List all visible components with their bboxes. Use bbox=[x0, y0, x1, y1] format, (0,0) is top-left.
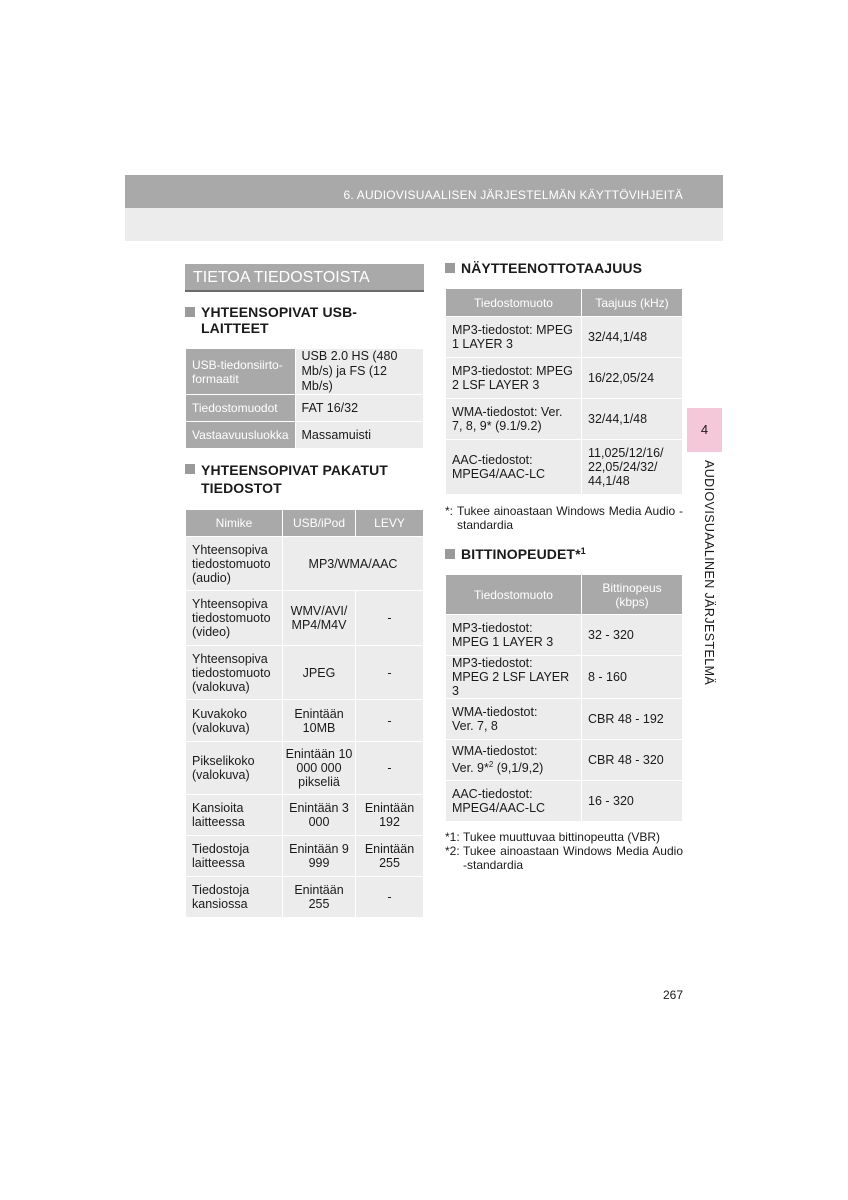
usb-heading bbox=[185, 304, 424, 336]
table-row bbox=[186, 395, 424, 422]
table-row bbox=[446, 440, 683, 495]
frequency-value: 32/44,1/48 bbox=[582, 317, 683, 358]
footnote-text: Tukee ainoastaan Windows Media Audio -standardia bbox=[457, 504, 683, 532]
footnote-text: Tukee ainoastaan Windows Media Audio -standardia bbox=[463, 844, 683, 872]
table-row bbox=[446, 781, 683, 822]
sampling-table bbox=[445, 288, 683, 495]
format-name: AAC-tiedostot: MPEG4/AAC-LC bbox=[446, 440, 582, 495]
format-line: MP3-tiedostot: bbox=[452, 656, 533, 670]
table-row bbox=[446, 656, 683, 699]
table-row bbox=[446, 399, 683, 440]
square-bullet-icon bbox=[185, 464, 195, 474]
footnote-mark: *: bbox=[445, 504, 454, 518]
format-line: MPEG 2 LSF LAYER 3 bbox=[452, 670, 570, 698]
usb-label: Tiedostomuodot bbox=[186, 395, 296, 422]
square-bullet-icon bbox=[445, 549, 455, 559]
footnote-mark: *2: bbox=[445, 844, 460, 858]
frequency-value: 11,025/12/16/ 22,05/24/32/ 44,1/48 bbox=[582, 440, 683, 495]
format-line: MP3-tiedostot: bbox=[452, 621, 533, 635]
table-row bbox=[186, 591, 424, 646]
item-disc-value: - bbox=[356, 877, 424, 918]
table-row bbox=[186, 646, 424, 700]
item-usb-value: Enintään 10MB bbox=[283, 700, 356, 742]
format-sup: 2 bbox=[488, 760, 494, 770]
table-row bbox=[446, 317, 683, 358]
format-name bbox=[446, 615, 582, 656]
usb-value: Massamuisti bbox=[295, 422, 423, 449]
item-name: Tiedostoja laitteessa bbox=[186, 836, 283, 877]
column-header: Tiedostomuoto bbox=[446, 289, 582, 317]
bitrate-heading-sup: 1 bbox=[580, 546, 586, 556]
item-name: Yhteensopiva tiedostomuoto (audio) bbox=[186, 537, 283, 591]
header-band bbox=[125, 208, 723, 241]
footnote bbox=[445, 844, 683, 872]
format-line: WMA-tiedostot: bbox=[452, 744, 538, 759]
item-disc-value: - bbox=[356, 742, 424, 795]
frequency-value: 16/22,05/24 bbox=[582, 358, 683, 399]
chapter-tab-number: 4 bbox=[700, 422, 709, 437]
item-disc-value: Enintään 192 bbox=[356, 795, 424, 836]
column-header: USB/iPod bbox=[283, 510, 356, 537]
square-bullet-icon bbox=[185, 307, 195, 317]
compressed-heading bbox=[185, 461, 424, 497]
item-name: Kansioita laitteessa bbox=[186, 795, 283, 836]
bitrate-table bbox=[445, 574, 683, 822]
table-row bbox=[446, 358, 683, 399]
format-name bbox=[446, 656, 582, 699]
table-header-row bbox=[446, 575, 683, 615]
column-header: LEVY bbox=[356, 510, 424, 537]
item-value-merged: MP3/WMA/AAC bbox=[283, 537, 424, 591]
item-disc-value: - bbox=[356, 591, 424, 646]
section-title: TIETOA TIEDOSTOISTA bbox=[185, 264, 424, 292]
item-usb-value: JPEG bbox=[283, 646, 356, 700]
item-disc-value: - bbox=[356, 646, 424, 700]
bitrate-value: 8 - 160 bbox=[582, 656, 683, 699]
bitrate-value: 32 - 320 bbox=[582, 615, 683, 656]
item-usb-value: Enintään 3 000 bbox=[283, 795, 356, 836]
bitrate-heading bbox=[445, 546, 683, 562]
chapter-header-bar bbox=[125, 175, 723, 208]
item-name: Kuvakoko (valokuva) bbox=[186, 700, 283, 742]
item-disc-value: - bbox=[356, 700, 424, 742]
column-header: Tiedostomuoto bbox=[446, 575, 582, 615]
table-header-row bbox=[446, 289, 683, 317]
column-header: Bittinopeus (kbps) bbox=[582, 575, 683, 615]
table-row bbox=[186, 877, 424, 918]
format-name: MP3-tiedostot: MPEG 2 LSF LAYER 3 bbox=[446, 358, 582, 399]
left-column bbox=[185, 264, 424, 918]
table-header-row bbox=[186, 510, 424, 537]
item-usb-value: WMV/AVI/ MP4/M4V bbox=[283, 591, 356, 646]
column-header: Taajuus (kHz) bbox=[582, 289, 683, 317]
footnote-text: Tukee muuttuvaa bittinopeutta (VBR) bbox=[463, 830, 660, 844]
table-row bbox=[186, 742, 424, 795]
format-line: Ver. 9* bbox=[452, 761, 489, 776]
item-name: Pikselikoko (valokuva) bbox=[186, 742, 283, 795]
sampling-heading bbox=[445, 260, 683, 276]
format-name: WMA-tiedostot: Ver. 7, 8, 9* (9.1/9.2) bbox=[446, 399, 582, 440]
usb-value: USB 2.0 HS (480 Mb/s) ja FS (12 Mb/s) bbox=[295, 349, 423, 395]
table-row bbox=[186, 836, 424, 877]
item-usb-value: Enintään 10 000 000 pikseliä bbox=[283, 742, 356, 795]
format-name bbox=[446, 740, 582, 781]
chapter-title: 6. AUDIOVISUAALISEN JÄRJESTELMÄN KÄYTTÖVIHJEITÄ bbox=[343, 188, 683, 202]
format-line: AAC-tiedostot: bbox=[452, 787, 533, 801]
column-header: Nimike bbox=[186, 510, 283, 537]
chapter-tab bbox=[687, 408, 722, 452]
compressed-heading-text: YHTEENSOPIVAT PAKATUT TIEDOSTOT bbox=[201, 462, 388, 496]
table-row bbox=[186, 795, 424, 836]
sampling-footnote bbox=[445, 504, 683, 532]
usb-label: USB-tiedonsiirto-formaatit bbox=[186, 349, 296, 395]
usb-heading-text: YHTEENSOPIVAT USB-LAITTEET bbox=[201, 304, 358, 336]
footnote-mark: *1: bbox=[445, 830, 460, 844]
usb-label: Vastaavuusluokka bbox=[186, 422, 296, 449]
footnote bbox=[445, 830, 683, 844]
table-row bbox=[186, 349, 424, 395]
table-row bbox=[446, 699, 683, 740]
page-number: 267 bbox=[663, 988, 684, 1002]
table-row bbox=[186, 422, 424, 449]
table-row bbox=[186, 537, 424, 591]
frequency-value: 32/44,1/48 bbox=[582, 399, 683, 440]
table-row bbox=[186, 700, 424, 742]
table-row bbox=[446, 740, 683, 781]
format-line: Ver. 7, 8 bbox=[452, 719, 498, 733]
compressed-table bbox=[185, 509, 424, 918]
item-usb-value: Enintään 9 999 bbox=[283, 836, 356, 877]
format-name: MP3-tiedostot: MPEG 1 LAYER 3 bbox=[446, 317, 582, 358]
item-disc-value: Enintään 255 bbox=[356, 836, 424, 877]
bitrate-footnotes bbox=[445, 830, 683, 872]
chapter-tab-text: AUDIOVISUAALINEN JÄRJESTELMÄ bbox=[702, 460, 716, 686]
format-name bbox=[446, 781, 582, 822]
bitrate-value: CBR 48 - 320 bbox=[582, 740, 683, 781]
item-usb-value: Enintään 255 bbox=[283, 877, 356, 918]
format-line: WMA-tiedostot: bbox=[452, 705, 538, 719]
format-line: MPEG4/AAC-LC bbox=[452, 801, 546, 815]
item-name: Tiedostoja kansiossa bbox=[186, 877, 283, 918]
bitrate-heading-text: BITTINOPEUDET* bbox=[461, 546, 581, 562]
bitrate-value: CBR 48 - 192 bbox=[582, 699, 683, 740]
usb-table bbox=[185, 348, 424, 449]
usb-value: FAT 16/32 bbox=[295, 395, 423, 422]
sampling-heading-text: NÄYTTEENOTTOTAAJUUS bbox=[461, 260, 643, 276]
format-line: (9,1/9,2) bbox=[493, 761, 544, 776]
bitrate-value: 16 - 320 bbox=[582, 781, 683, 822]
item-name: Yhteensopiva tiedostomuoto (valokuva) bbox=[186, 646, 283, 700]
format-line: MPEG 1 LAYER 3 bbox=[452, 635, 554, 649]
item-name: Yhteensopiva tiedostomuoto (video) bbox=[186, 591, 283, 646]
square-bullet-icon bbox=[445, 263, 455, 273]
table-row bbox=[446, 615, 683, 656]
right-column bbox=[445, 260, 683, 872]
format-name bbox=[446, 699, 582, 740]
